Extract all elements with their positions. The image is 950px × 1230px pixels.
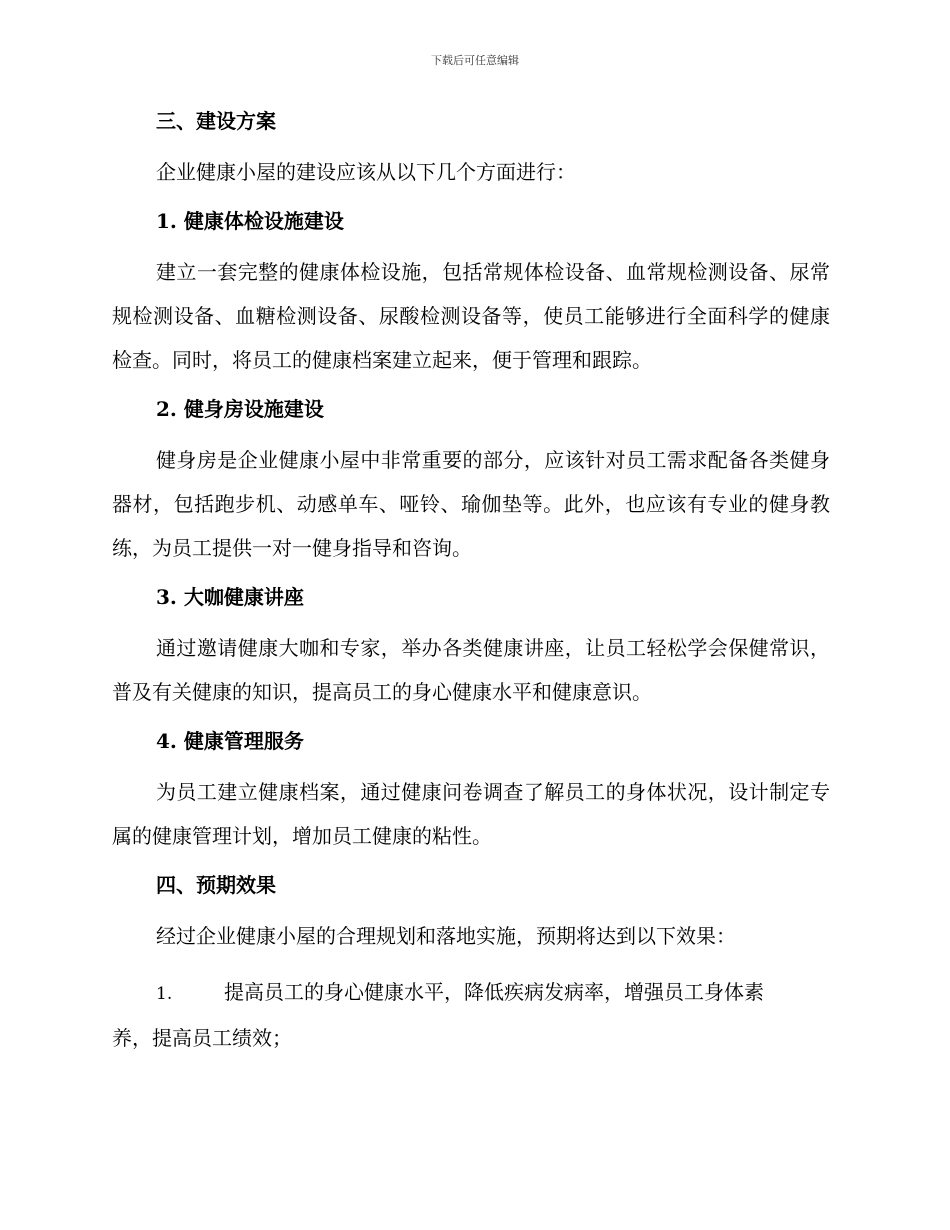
section-3-intro: 企业健康小屋的建设应该从以下几个方面进行： <box>156 160 576 184</box>
section-3-title: 三、建设方案 <box>156 109 276 133</box>
item-2-title: 2. 健身房设施建设 <box>156 397 324 421</box>
item-3-title: 3. 大咖健康讲座 <box>156 585 304 609</box>
item-4-title: 4. 健康管理服务 <box>156 729 304 753</box>
list-item-line-2: 养，提高员工绩效； <box>112 1026 292 1050</box>
item-3-body: 通过邀请健康大咖和专家，举办各类健康讲座，让员工轻松学会保健常识，普及有关健康的知识，提高员工的身心健康水平和健康意识。 <box>112 636 830 704</box>
item-1-body: 建立一套完整的健康体检设施，包括常规体检设备、血常规检测设备、尿常规检测设备、血糖检测设备、尿酸检测设备等，使员工能够进行全面科学的健康检查。同时，将员工的健康档案建立起来，便于管理和跟踪。 <box>112 260 830 372</box>
item-2-body: 健身房是企业健康小屋中非常重要的部分，应该针对员工需求配备各类健身器材，包括跑步机、动感单车、哑铃、瑜伽垫等。此外，也应该有专业的健身教练，为员工提供一对一健身指导和咨询。 <box>112 448 830 560</box>
section-4-title: 四、预期效果 <box>156 873 276 897</box>
effect-list-item <box>112 970 830 1060</box>
page-header-note: 下载后可任意编辑 <box>431 54 519 67</box>
item-1-title: 1. 健康体检设施建设 <box>156 209 344 233</box>
list-item-line-1: 提高员工的身心健康水平，降低疾病发病率，增强员工身体素 <box>224 980 764 1004</box>
item-4-body: 为员工建立健康档案，通过健康问卷调查了解员工的身体状况，设计制定专属的健康管理计划，增加员工健康的粘性。 <box>112 780 830 848</box>
list-number: 1. <box>156 984 173 1004</box>
section-4-intro: 经过企业健康小屋的合理规划和落地实施，预期将达到以下效果： <box>156 924 736 948</box>
document-body <box>112 106 830 1060</box>
